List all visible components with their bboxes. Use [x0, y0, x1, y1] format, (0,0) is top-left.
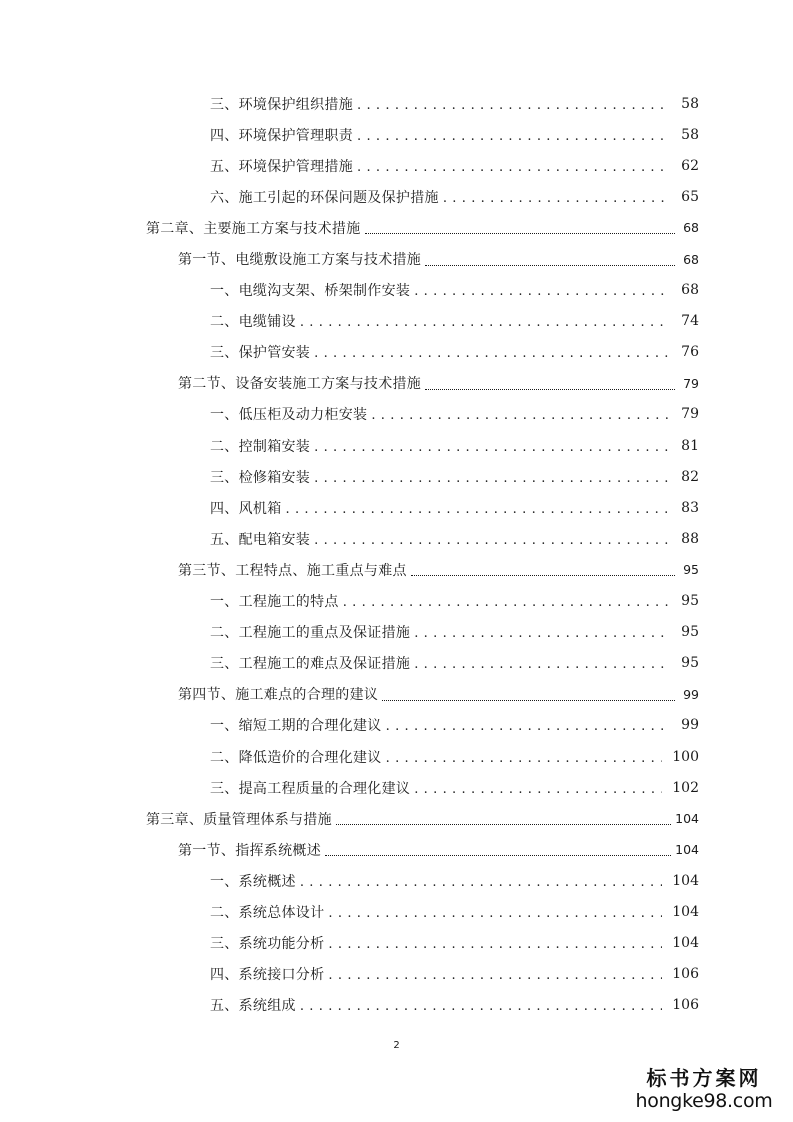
- toc-entry-title: 五、环境保护管理措施: [210, 158, 353, 175]
- toc-entry-item[interactable]: [0, 741, 793, 772]
- toc-entry-page: 102: [672, 779, 699, 796]
- toc-entry-title: 三、检修箱安装: [210, 469, 311, 486]
- toc-entry-page: 88: [681, 530, 699, 547]
- toc-entry-title: 六、施工引起的环保问题及保护措施: [210, 189, 439, 206]
- toc-entry-section[interactable]: [0, 368, 793, 399]
- toc-dot-leader: [425, 387, 675, 390]
- toc-entry-title: 第三节、工程特点、施工重点与难点: [178, 562, 407, 579]
- toc-entry-title: 三、工程施工的难点及保证措施: [210, 656, 411, 673]
- toc-entry-item[interactable]: [0, 337, 793, 368]
- toc-entry-title: 三、系统功能分析: [210, 936, 325, 953]
- toc-entry-title: 第一节、电缆敷设施工方案与技术措施: [178, 252, 422, 269]
- toc-entry-title: 一、低压柜及动力柜安装: [210, 407, 368, 424]
- toc-entry-item[interactable]: [0, 399, 793, 430]
- toc-entry-item[interactable]: [0, 772, 793, 803]
- toc-entry-page: 106: [672, 997, 699, 1014]
- toc-dot-leader: [325, 853, 671, 856]
- toc-entry-item[interactable]: [0, 492, 793, 523]
- toc-dot-leader: [357, 128, 669, 144]
- toc-entry-title: 五、配电箱安装: [210, 531, 311, 548]
- toc-entry-chapter[interactable]: [0, 212, 793, 243]
- toc-entry-title: 二、控制箱安装: [210, 438, 311, 455]
- toc-entry-item[interactable]: [0, 181, 793, 212]
- toc-dot-leader: [328, 905, 662, 921]
- toc-dot-leader: [382, 698, 675, 701]
- toc-entry-title: 四、风机箱: [210, 500, 282, 517]
- toc-entry-page: 76: [681, 344, 699, 361]
- toc-entry-item[interactable]: [0, 306, 793, 337]
- toc-entry-title: 四、系统接口分析: [210, 967, 325, 984]
- toc-dot-leader: [371, 407, 669, 423]
- toc-entry-page: 104: [672, 872, 699, 889]
- toc-entry-page: 95: [681, 624, 699, 641]
- toc-entry-title: 二、工程施工的重点及保证措施: [210, 625, 411, 642]
- toc-dot-leader: [300, 314, 669, 330]
- toc-entry-page: 83: [681, 499, 699, 516]
- toc-entry-title: 三、保护管安装: [210, 345, 311, 362]
- toc-entry-title: 二、系统总体设计: [210, 904, 325, 921]
- toc-dot-leader: [386, 718, 669, 734]
- table-of-contents: [0, 88, 793, 1021]
- toc-entry-item[interactable]: [0, 896, 793, 927]
- toc-dot-leader: [414, 781, 662, 797]
- watermark-logo: [629, 1066, 779, 1112]
- watermark-name: 标书方案网: [646, 1066, 762, 1090]
- toc-entry-page: 68: [683, 220, 699, 236]
- toc-entry-title: 三、提高工程质量的合理化建议: [210, 780, 411, 797]
- page-number: 2: [393, 1040, 400, 1051]
- toc-entry-item[interactable]: [0, 617, 793, 648]
- toc-entry-title: 一、缩短工期的合理化建议: [210, 718, 382, 735]
- toc-entry-title: 四、环境保护管理职责: [210, 127, 353, 144]
- toc-entry-page: 58: [681, 126, 699, 143]
- toc-dot-leader: [300, 998, 662, 1014]
- toc-entry-page: 100: [672, 748, 699, 765]
- toc-entry-item[interactable]: [0, 865, 793, 896]
- toc-entry-chapter[interactable]: [0, 803, 793, 834]
- toc-entry-title: 第一节、指挥系统概述: [178, 842, 321, 859]
- toc-entry-item[interactable]: [0, 430, 793, 461]
- toc-dot-leader: [286, 501, 670, 517]
- toc-dot-leader: [314, 345, 669, 361]
- toc-entry-item[interactable]: [0, 150, 793, 181]
- toc-entry-page: 99: [683, 686, 699, 702]
- toc-entry-page: 104: [675, 842, 699, 858]
- toc-entry-page: 106: [672, 966, 699, 983]
- toc-entry-section[interactable]: [0, 243, 793, 274]
- toc-entry-page: 65: [681, 188, 699, 205]
- toc-entry-item[interactable]: [0, 710, 793, 741]
- toc-dot-leader: [414, 283, 669, 299]
- toc-dot-leader: [414, 656, 669, 672]
- toc-entry-item[interactable]: [0, 586, 793, 617]
- watermark-url: hongke98.com: [635, 1090, 773, 1112]
- toc-entry-title: 二、电缆铺设: [210, 314, 296, 331]
- toc-entry-page: 62: [681, 157, 699, 174]
- toc-dot-leader: [414, 625, 669, 641]
- toc-dot-leader: [336, 822, 671, 825]
- toc-dot-leader: [314, 439, 669, 455]
- toc-entry-page: 99: [681, 717, 699, 734]
- toc-dot-leader: [443, 190, 669, 206]
- toc-entry-page: 95: [683, 562, 699, 578]
- toc-dot-leader: [314, 470, 669, 486]
- toc-dot-leader: [365, 231, 676, 234]
- toc-entry-page: 58: [681, 95, 699, 112]
- toc-dot-leader: [386, 750, 663, 766]
- toc-entry-title: 第三章、质量管理体系与措施: [146, 811, 332, 828]
- toc-dot-leader: [425, 263, 675, 266]
- toc-entry-page: 68: [681, 282, 699, 299]
- toc-entry-item[interactable]: [0, 88, 793, 119]
- toc-dot-leader: [343, 594, 669, 610]
- toc-entry-item[interactable]: [0, 959, 793, 990]
- toc-dot-leader: [314, 532, 669, 548]
- toc-entry-item[interactable]: [0, 461, 793, 492]
- toc-dot-leader: [357, 97, 669, 113]
- toc-entry-section[interactable]: [0, 554, 793, 585]
- toc-entry-page: 82: [681, 468, 699, 485]
- toc-entry-item[interactable]: [0, 928, 793, 959]
- toc-dot-leader: [357, 159, 669, 175]
- toc-entry-item[interactable]: [0, 523, 793, 554]
- toc-entry-page: 95: [681, 593, 699, 610]
- toc-dot-leader: [411, 573, 675, 576]
- toc-entry-title: 第四节、施工难点的合理的建议: [178, 687, 379, 704]
- toc-entry-title: 一、工程施工的特点: [210, 594, 339, 611]
- toc-entry-title: 五、系统组成: [210, 998, 296, 1015]
- toc-entry-title: 第二章、主要施工方案与技术措施: [146, 220, 361, 237]
- toc-entry-title: 一、电缆沟支架、桥架制作安装: [210, 283, 411, 300]
- toc-entry-item[interactable]: [0, 648, 793, 679]
- toc-entry-title: 第二节、设备安装施工方案与技术措施: [178, 376, 422, 393]
- toc-entry-page: 79: [681, 406, 699, 423]
- toc-entry-page: 104: [675, 811, 699, 827]
- toc-dot-leader: [328, 936, 662, 952]
- toc-entry-section[interactable]: [0, 834, 793, 865]
- toc-entry-item[interactable]: [0, 275, 793, 306]
- toc-entry-page: 79: [683, 375, 699, 391]
- toc-entry-item[interactable]: [0, 990, 793, 1021]
- toc-entry-page: 104: [672, 903, 699, 920]
- toc-dot-leader: [300, 874, 662, 890]
- toc-entry-page: 68: [683, 251, 699, 267]
- toc-entry-page: 74: [681, 313, 699, 330]
- toc-entry-title: 一、系统概述: [210, 873, 296, 890]
- toc-entry-section[interactable]: [0, 679, 793, 710]
- toc-dot-leader: [328, 967, 662, 983]
- toc-entry-title: 二、降低造价的合理化建议: [210, 749, 382, 766]
- toc-entry-item[interactable]: [0, 119, 793, 150]
- toc-entry-page: 81: [681, 437, 699, 454]
- toc-entry-page: 104: [672, 935, 699, 952]
- toc-entry-page: 95: [681, 655, 699, 672]
- toc-entry-title: 三、环境保护组织措施: [210, 96, 353, 113]
